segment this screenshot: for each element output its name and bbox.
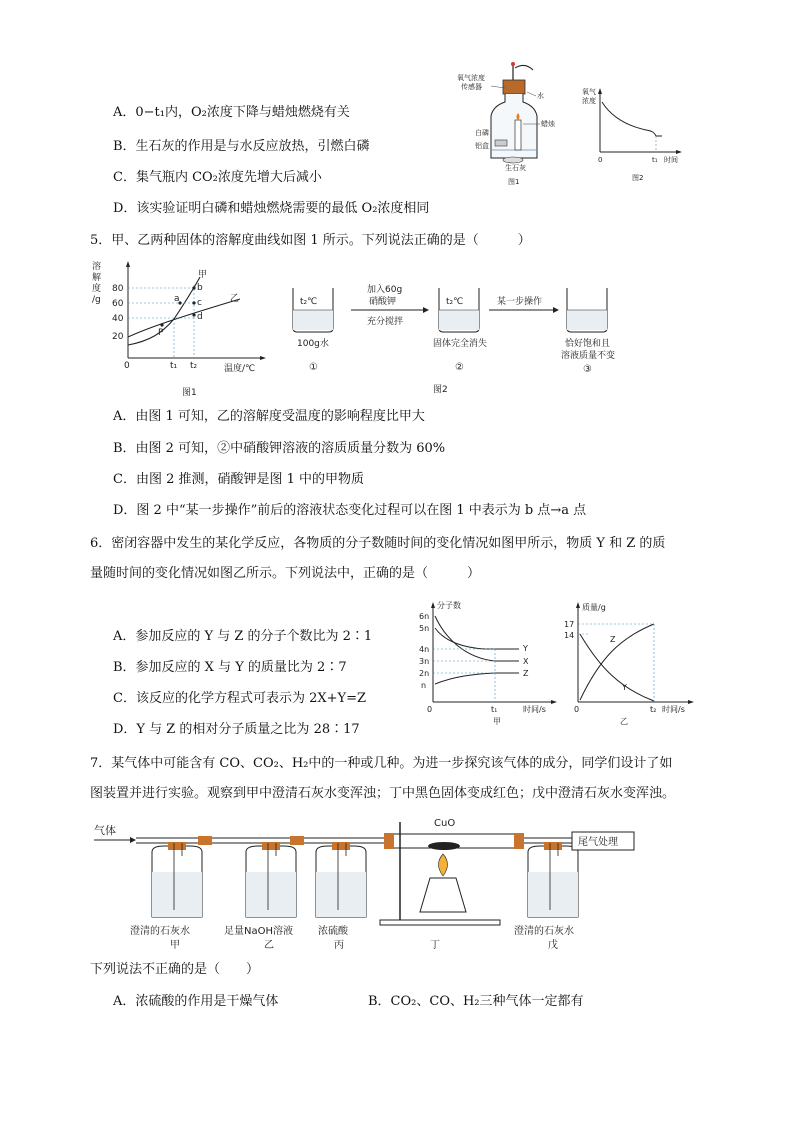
mass-series-z: Z <box>610 635 616 644</box>
q5-option-a: A．由图 1 可知，乙的溶解度受温度的影响程度比甲大 <box>113 409 425 424</box>
label-al-box: 铝盒 <box>475 142 489 150</box>
arrow1-top-1: 加入60g <box>367 285 403 295</box>
bottle-yi-name: 乙 <box>264 940 274 951</box>
series-jia: 甲 <box>198 270 208 280</box>
mol-series-x: X <box>523 657 529 666</box>
mol-ytick-2n: 2n <box>419 669 430 678</box>
mol-series-y: Y <box>523 644 528 653</box>
q7-question: 下列说法不正确的是（ ） <box>90 962 260 977</box>
sol-ytick-40: 40 <box>112 314 124 324</box>
bottle-jia-name: 甲 <box>170 940 180 951</box>
q7-option-a: A．浓硫酸的作用是干燥气体 <box>113 994 279 1009</box>
q5-solubility-chart <box>90 255 270 400</box>
q4-option-a: A．0−t₁内，O₂浓度下降与蜡烛燃烧有关 <box>113 105 350 120</box>
q6-molecule-chart <box>415 598 560 728</box>
beaker2-num: ② <box>455 362 464 373</box>
label-o2-sensor: 氧气浓度 <box>457 74 485 82</box>
q6-option-b: B．参加反应的 X 与 Y 的质量比为 2∶7 <box>113 660 347 675</box>
o2-ylabel-1: 氧气 <box>582 88 596 96</box>
q7-stem-2: 图装置并进行实验。观察到甲中澄清石灰水变浑浊；丁中黑色固体变成红色；戊中澄清石灰水变浑浊。 <box>90 786 676 801</box>
mol-ytick-n: n <box>421 681 427 690</box>
label-candle: 蜡烛 <box>541 120 555 128</box>
o2-origin: 0 <box>598 156 603 164</box>
mass-series-y: Y <box>622 683 627 692</box>
mass-ytick-17: 17 <box>564 620 575 629</box>
bottle-bing-content: 浓硫酸 <box>318 926 348 937</box>
fig2-caption: 图2 <box>632 174 644 182</box>
beaker1-temp: t₂℃ <box>300 297 318 307</box>
mol-ylabel: 分子数 <box>437 601 461 610</box>
q5-option-d: D．图 2 中“某一步操作”前后的溶液状态变化过程可以在图 1 中表示为 b 点→a 点 <box>113 503 587 518</box>
point-b: b <box>197 283 203 293</box>
cuo-label: CuO <box>434 818 456 829</box>
q4-apparatus-figure <box>455 58 575 188</box>
mol-caption: 甲 <box>493 717 501 726</box>
sol-caption: 图1 <box>182 388 197 398</box>
mol-series-z: Z <box>523 669 529 678</box>
mol-xlabel: 时间/s <box>523 705 546 714</box>
sol-ylabel-1: 溶 <box>92 262 102 272</box>
bottle-jia-content: 澄清的石灰水 <box>130 926 190 937</box>
bottle-bing-name: 丙 <box>334 940 344 951</box>
beaker3-label-1: 恰好饱和且 <box>565 339 611 349</box>
q7-option-b: B．CO₂、CO、H₂三种气体一定都有 <box>368 994 584 1009</box>
beaker2-temp: t₂℃ <box>446 297 464 307</box>
label-water: 水 <box>537 92 544 100</box>
q4-option-c: C．集气瓶内 CO₂浓度先增大后减小 <box>113 170 322 185</box>
mol-ytick-5n: 5n <box>419 624 430 633</box>
label-quicklime: 生石灰 <box>505 164 526 172</box>
bottle-wu-content: 澄清的石灰水 <box>514 926 574 937</box>
q5-beaker-process <box>283 280 628 400</box>
tube-ding-name: 丁 <box>430 940 440 951</box>
bottle-yi-content: 足量NaOH溶液 <box>224 926 293 937</box>
q6-option-d: D．Y 与 Z 的相对分子质量之比为 28∶17 <box>113 722 360 737</box>
mol-t1: t₁ <box>491 705 498 714</box>
arrow1-top-2: 硝酸钾 <box>369 297 397 307</box>
q5-option-b: B．由图 2 可知，②中硝酸钾溶液的溶质质量分数为 60% <box>113 441 446 456</box>
sol-ytick-20: 20 <box>112 332 124 342</box>
point-d: d <box>197 312 203 322</box>
q6-option-c: C．该反应的化学方程式可表示为 2X+Y=Z <box>113 691 367 706</box>
q5-option-c: C．由图 2 推测，硝酸钾是图 1 中的甲物质 <box>113 472 365 487</box>
label-white-phosphorus: 白磷 <box>475 129 489 137</box>
gas-in-label: 气体 <box>94 824 116 837</box>
beaker1-num: ① <box>309 362 318 373</box>
mol-ytick-4n: 4n <box>419 645 430 654</box>
point-c: c <box>197 298 202 308</box>
sol-t1: t₁ <box>170 361 178 371</box>
mol-ytick-3n: 3n <box>419 657 430 666</box>
sol-origin: 0 <box>124 361 130 371</box>
mass-ylabel: 质量/g <box>582 603 606 612</box>
tail-gas-label: 尾气处理 <box>578 837 618 848</box>
q4-o2-chart <box>578 84 688 184</box>
q4-option-b: B．生石灰的作用是与水反应放热，引燃白磷 <box>113 139 370 154</box>
mass-caption: 乙 <box>620 717 628 726</box>
beaker-caption: 图2 <box>433 385 448 395</box>
sol-ylabel-2: 解 <box>92 273 102 283</box>
o2-xlabel: 时间 <box>664 156 678 164</box>
point-p: P <box>158 328 164 338</box>
beaker3-label-2: 溶液质量不变 <box>561 351 616 361</box>
q6-mass-chart <box>560 598 700 728</box>
o2-ylabel-2: 浓度 <box>582 97 596 105</box>
mass-origin: 0 <box>574 705 580 714</box>
arrow1-bottom: 充分搅拌 <box>367 317 404 327</box>
sol-ytick-60: 60 <box>112 299 124 309</box>
beaker3-num: ③ <box>583 364 592 375</box>
sol-ylabel-3: 度 <box>92 284 102 294</box>
q5-stem: 5．甲、乙两种固体的溶解度曲线如图 1 所示。下列说法正确的是（ ） <box>90 233 531 248</box>
q7-stem-1: 7．某气体中可能含有 CO、CO₂、H₂中的一种或几种。为进一步探究该气体的成分，同学们设计了如 <box>90 756 673 771</box>
bottle-wu-name: 戊 <box>548 940 558 951</box>
series-yi: 乙 <box>230 294 240 304</box>
beaker1-label: 100g水 <box>297 339 329 349</box>
point-a: a <box>174 294 180 304</box>
q6-option-a: A．参加反应的 Y 与 Z 的分子个数比为 2∶1 <box>113 629 373 644</box>
mass-t2: t₂ <box>650 705 657 714</box>
sol-t2: t₂ <box>190 361 198 371</box>
q6-stem-1: 6．密闭容器中发生的某化学反应，各物质的分子数随时间的变化情况如图甲所示，物质 Y 和 Z 的质 <box>90 536 666 551</box>
o2-t1: t₁ <box>652 156 658 164</box>
q4-option-d: D．该实验证明白磷和蜡烛燃烧需要的最低 O₂浓度相同 <box>113 201 430 216</box>
sol-ylabel-4: /g <box>92 295 101 305</box>
beaker2-label: 固体完全消失 <box>433 339 488 349</box>
sol-xlabel: 温度/℃ <box>224 364 256 374</box>
mol-origin: 0 <box>427 705 433 714</box>
mass-xlabel: 时间/s <box>662 705 685 714</box>
mass-ytick-14: 14 <box>564 631 575 640</box>
fig1-caption: 图1 <box>508 178 520 186</box>
mol-ytick-6n: 6n <box>419 612 430 621</box>
sol-ytick-80: 80 <box>112 284 124 294</box>
label-sensor: 传感器 <box>461 83 482 91</box>
q7-apparatus <box>90 812 650 952</box>
arrow2-top: 某一步操作 <box>497 297 543 307</box>
q6-stem-2: 量随时间的变化情况如图乙所示。下列说法中，正确的是（ ） <box>90 566 481 581</box>
